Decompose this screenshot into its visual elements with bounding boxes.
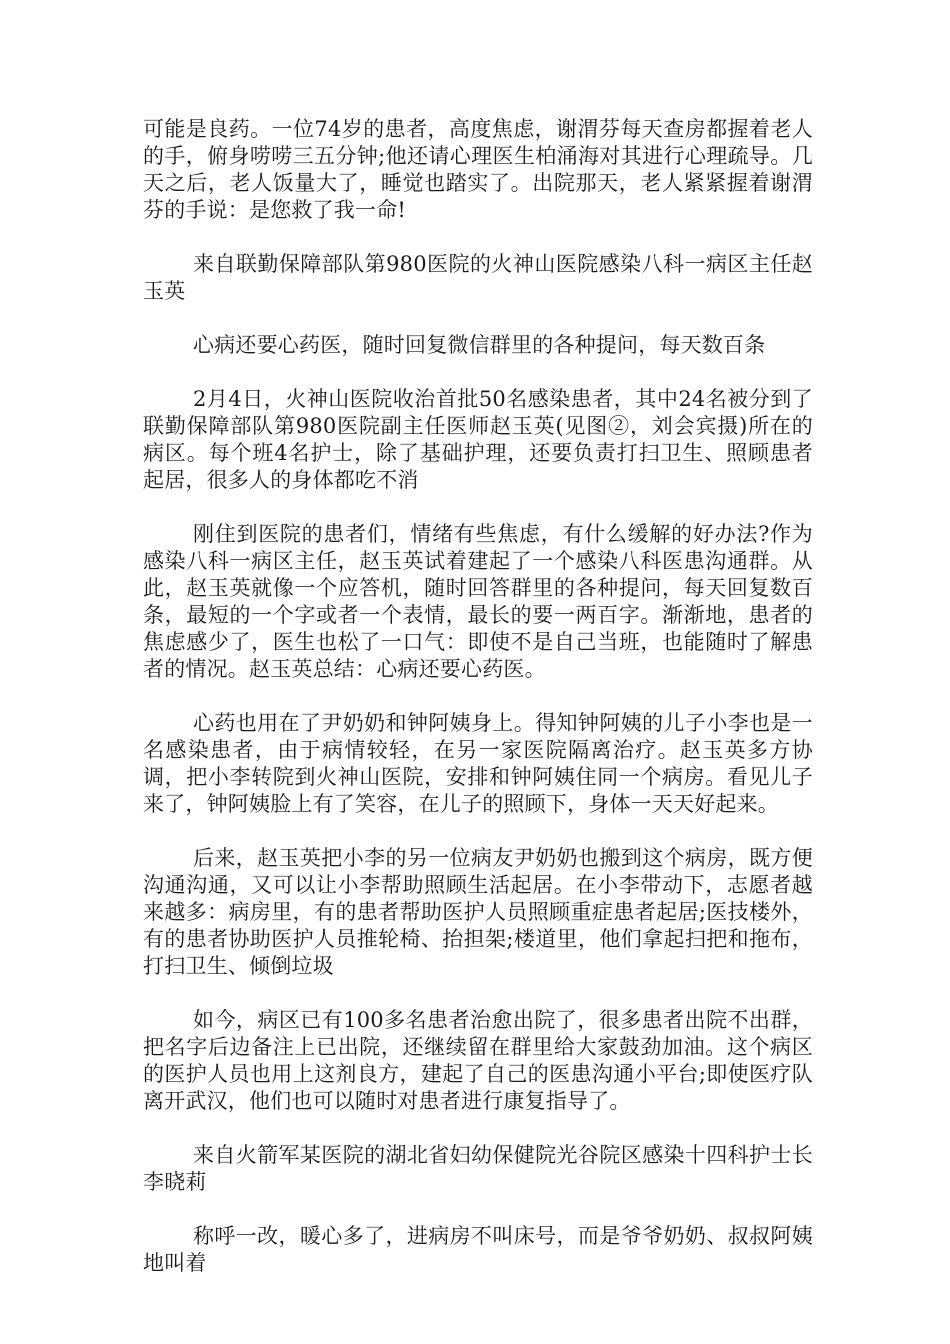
paragraph-discharged: 如今，病区已有100多名患者治愈出院了，很多患者出院不出群，把名字后边备注上已出院，还继续留在群里给大家鼓劲加油。这个病区的医护人员也用上这剂良方，建起了自己的医患沟通小平台;即使医疗队离开武汉，他们也可以随时对患者进行康复指导了。 [143, 1008, 813, 1113]
paragraph-volunteers: 后来，赵玉英把小李的另一位病友尹奶奶也搬到这个病房，既方便沟通沟通，又可以让小李帮助照顾生活起居。在小李带动下，志愿者越来越多：病房里，有的患者帮助医护人员照顾重症患者起居;医技楼外，有的患者协助医护人员推轮椅、抬担架;楼道里，他们拿起扫把和拖布，打扫卫生、倾倒垃圾 [143, 846, 813, 978]
section-subheading-heart-medicine: 心病还要心药医，随时回复微信群里的各种提问，每天数百条 [193, 333, 766, 357]
paragraph-grandma-yin: 心药也用在了尹奶奶和钟阿姨身上。得知钟阿姨的儿子小李也是一名感染患者，由于病情较轻，在另一家医院隔离治疗。赵玉英多方协调，把小李转院到火神山医院，安排和钟阿姨住同一个病房。看见儿子来了，钟阿姨脸上有了笑容，在儿子的照顾下，身体一天天好起来。 [143, 711, 813, 816]
section-heading-li-xiaoli: 来自火箭军某医院的湖北省妇幼保健院光谷院区感染十四科护士长李晓莉 [143, 1143, 813, 1194]
section-subheading-warm-address: 称呼一改，暖心多了，进病房不叫床号，而是爷爷奶奶、叔叔阿姨地叫着 [143, 1224, 813, 1275]
section-heading-zhao-yuying: 来自联勤保障部队第980医院的火神山医院感染八科一病区主任赵玉英 [143, 252, 813, 303]
article-body [143, 116, 813, 1304]
paragraph-continuation: 可能是良药。一位74岁的患者，高度焦虑，谢渭芬每天查房都握着老人的手，俯身唠唠三五分钟;他还请心理医生柏涌海对其进行心理疏导。几天之后，老人饭量大了，睡觉也踏实了。出院那天，老人紧紧握着谢渭芬的手说：是您救了我一命! [143, 117, 813, 222]
paragraph-feb-4: 2月4日，火神山医院收治首批50名感染患者，其中24名被分到了联勤保障部队第980医院副主任医师赵玉英(见图②，刘会宾摄)所在的病区。每个班4名护士，除了基础护理，还要负责打扫卫生、照顾患者起居，很多人的身体都吃不消 [143, 387, 813, 492]
paragraph-wechat-group: 刚住到医院的患者们，情绪有些焦虑，有什么缓解的好办法?作为感染八科一病区主任，赵玉英试着建起了一个感染八科医患沟通群。从此，赵玉英就像一个应答机，随时回答群里的各种提问，每天回复数百条，最短的一个字或者一个表情，最长的要一两百字。渐渐地，患者的焦虑感少了，医生也松了一口气：即使不是自己当班，也能随时了解患者的情况。赵玉英总结：心病还要心药医。 [143, 522, 813, 681]
